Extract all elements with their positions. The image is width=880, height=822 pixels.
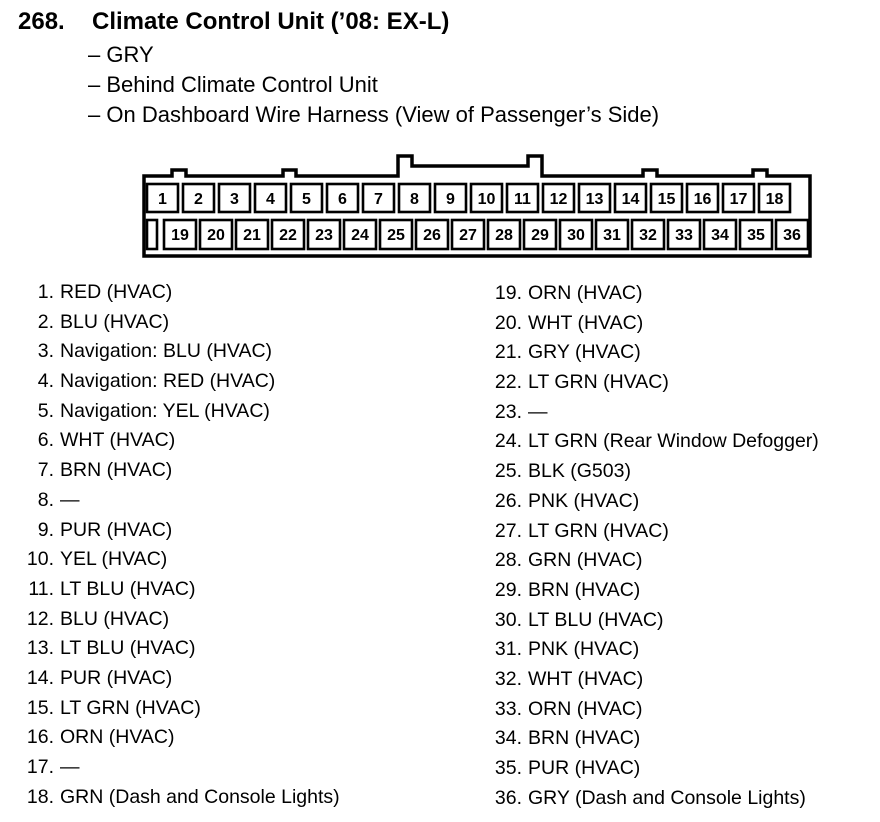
pin-number: 24.	[494, 430, 522, 453]
pin-label-24: 24	[351, 227, 369, 244]
pin-entry	[18, 783, 340, 813]
pin-number: 8.	[37, 488, 54, 511]
pin-entry	[486, 427, 819, 457]
pin-description: PNK (HVAC)	[528, 638, 640, 661]
pin-label-27: 27	[459, 227, 477, 244]
pin-label-32: 32	[639, 227, 657, 244]
pin-entry	[18, 456, 340, 486]
pin-entry	[18, 575, 340, 605]
pin-description: BRN (HVAC)	[60, 459, 173, 482]
pin-number: 14.	[26, 666, 54, 689]
pin-entry	[486, 695, 819, 725]
pin-description: BRN (HVAC)	[528, 578, 641, 601]
pin-number: 12.	[26, 607, 54, 630]
pin-description: PUR (HVAC)	[528, 757, 641, 779]
pin-description: ORN (HVAC)	[60, 726, 175, 749]
pin-entry	[18, 664, 340, 694]
pin-label-23: 23	[315, 227, 333, 244]
pin-description: GRN (HVAC)	[528, 549, 643, 572]
pin-list-left	[18, 278, 340, 812]
pin-number: 28.	[494, 549, 522, 572]
pin-description: BLK (G503)	[528, 460, 631, 483]
pin-label-10: 10	[477, 191, 496, 208]
pin-entry	[486, 754, 819, 784]
pin-entry	[18, 278, 340, 308]
pin-entry	[486, 398, 819, 428]
pin-number: 32.	[494, 667, 522, 690]
pin-description: —	[60, 488, 80, 511]
pin-label-8: 8	[410, 191, 419, 208]
pin-number: 16.	[26, 726, 54, 749]
pin-label-18: 18	[765, 191, 784, 208]
pin-entry	[18, 723, 340, 753]
pin-number: 33.	[494, 697, 522, 720]
pin-description: GRY (Dash and Console Lights)	[528, 786, 806, 809]
pin-description: LT BLU (HVAC)	[528, 608, 664, 631]
pin-entry	[18, 605, 340, 635]
pin-entry	[486, 784, 819, 814]
pin-entry	[18, 516, 340, 546]
pin-label-4: 4	[266, 191, 275, 208]
pin-number: 5.	[37, 399, 54, 422]
pin-description: LT BLU (HVAC)	[60, 577, 196, 600]
pin-number: 36.	[494, 786, 522, 809]
pin-label-7: 7	[374, 191, 383, 208]
pin-number: 26.	[494, 489, 522, 512]
pin-number: 17.	[26, 756, 54, 778]
pin-number: 18.	[26, 785, 54, 808]
pin-description: BLU (HVAC)	[60, 310, 170, 333]
pin-entry	[486, 457, 819, 487]
pin-list-right	[486, 279, 819, 813]
pin-number: 2.	[37, 310, 54, 333]
pin-label-34: 34	[711, 227, 729, 244]
pin-number: 1.	[37, 281, 54, 303]
pin-entry	[486, 724, 819, 754]
pin-number: 35.	[494, 757, 522, 779]
pin-entry	[18, 337, 340, 367]
pin-entry	[486, 487, 819, 517]
pin-description: PUR (HVAC)	[60, 666, 173, 689]
pin-description: GRY (HVAC)	[528, 341, 641, 364]
pin-description: ORN (HVAC)	[528, 697, 643, 720]
pin-label-25: 25	[387, 227, 405, 244]
pin-number: 30.	[494, 608, 522, 631]
pin-number: 29.	[494, 578, 522, 601]
pin-entry	[486, 576, 819, 606]
pin-number: 15.	[26, 696, 54, 719]
pin-entry	[486, 279, 819, 309]
pin-entry	[18, 634, 340, 664]
pin-entry	[486, 665, 819, 695]
pin-description: WHT (HVAC)	[528, 667, 644, 690]
pin-description: Navigation: YEL (HVAC)	[60, 399, 270, 422]
pin-label-33: 33	[675, 227, 693, 244]
pin-description: PUR (HVAC)	[60, 518, 173, 541]
pin-entry	[18, 486, 340, 516]
pin-label-16: 16	[693, 191, 712, 208]
pin-label-28: 28	[495, 227, 513, 244]
pin-label-3: 3	[230, 191, 239, 208]
pin-entry	[18, 426, 340, 456]
pin-label-29: 29	[531, 227, 549, 244]
pin-label-11: 11	[514, 191, 531, 208]
pin-description: WHT (HVAC)	[528, 311, 644, 334]
pin-description: LT GRN (HVAC)	[528, 519, 669, 542]
pin-label-1: 1	[158, 191, 167, 208]
pin-cell-blank	[147, 220, 157, 249]
pin-description: —	[528, 400, 548, 423]
pin-description: ORN (HVAC)	[528, 282, 643, 304]
pin-entry	[486, 635, 819, 665]
pin-number: 9.	[37, 518, 54, 541]
pin-description: LT BLU (HVAC)	[60, 637, 196, 660]
pin-label-20: 20	[207, 227, 225, 244]
title-text: Climate Control Unit (’08: EX-L)	[92, 8, 450, 35]
pin-number: 6.	[37, 429, 54, 452]
pin-number: 13.	[26, 637, 54, 660]
pin-label-35: 35	[747, 227, 765, 244]
pin-description: PNK (HVAC)	[528, 489, 640, 512]
pin-label-9: 9	[446, 191, 455, 208]
pin-number: 3.	[37, 340, 54, 363]
pin-description: —	[60, 756, 80, 778]
pin-entry	[486, 368, 819, 398]
pin-entry	[18, 308, 340, 338]
pin-number: 7.	[37, 459, 54, 482]
pin-description: BLU (HVAC)	[60, 607, 170, 630]
connector-harness: – On Dashboard Wire Harness (View of Passenger’s Side)	[88, 100, 659, 130]
pin-entry	[486, 338, 819, 368]
pin-entry	[486, 606, 819, 636]
connector-diagram	[140, 152, 816, 264]
pin-description: GRN (Dash and Console Lights)	[60, 785, 340, 808]
pin-number: 4.	[37, 370, 54, 393]
pin-label-19: 19	[171, 227, 189, 244]
connector-color: – GRY	[88, 40, 659, 70]
pin-label-17: 17	[729, 191, 748, 208]
pin-label-30: 30	[567, 227, 585, 244]
pin-entry	[486, 309, 819, 339]
pin-description: WHT (HVAC)	[60, 429, 176, 452]
pin-description: LT GRN (HVAC)	[528, 371, 669, 394]
pin-entry	[18, 397, 340, 427]
connector-location: – Behind Climate Control Unit	[88, 70, 659, 100]
pin-number: 23.	[494, 400, 522, 423]
connector-info	[88, 40, 659, 130]
pin-entry	[18, 545, 340, 575]
pin-label-36: 36	[783, 227, 801, 244]
pin-number: 34.	[494, 727, 522, 750]
title-number: 268.	[18, 8, 65, 35]
pin-label-15: 15	[657, 191, 676, 208]
pin-description: YEL (HVAC)	[60, 548, 168, 571]
pin-number: 21.	[494, 341, 522, 364]
pin-description: Navigation: RED (HVAC)	[60, 370, 276, 393]
pin-number: 22.	[494, 371, 522, 394]
pin-entry	[18, 753, 340, 783]
pin-number: 10.	[26, 548, 54, 571]
pin-number: 25.	[494, 460, 522, 483]
pin-number: 20.	[494, 311, 522, 334]
pin-number: 19.	[494, 282, 522, 304]
pin-entry	[486, 517, 819, 547]
pin-label-21: 21	[243, 227, 261, 244]
pin-description: Navigation: BLU (HVAC)	[60, 340, 273, 363]
pin-label-22: 22	[279, 227, 297, 244]
pin-label-31: 31	[603, 227, 621, 244]
pin-description: BRN (HVAC)	[528, 727, 641, 750]
pin-entry	[18, 694, 340, 724]
pin-number: 31.	[494, 638, 522, 661]
pin-entry	[486, 546, 819, 576]
pin-description: RED (HVAC)	[60, 281, 173, 303]
pin-number: 27.	[494, 519, 522, 542]
pin-label-12: 12	[549, 191, 568, 208]
pin-entry	[18, 367, 340, 397]
pin-label-5: 5	[302, 191, 311, 208]
pin-label-2: 2	[194, 191, 203, 208]
pin-description: LT GRN (HVAC)	[60, 696, 201, 719]
pin-label-26: 26	[423, 227, 441, 244]
pin-label-14: 14	[621, 191, 640, 208]
pin-label-6: 6	[338, 191, 347, 208]
pin-description: LT GRN (Rear Window Defogger)	[528, 430, 819, 453]
page-title	[18, 8, 449, 36]
pin-label-13: 13	[585, 191, 604, 208]
pin-number: 11.	[28, 577, 54, 600]
